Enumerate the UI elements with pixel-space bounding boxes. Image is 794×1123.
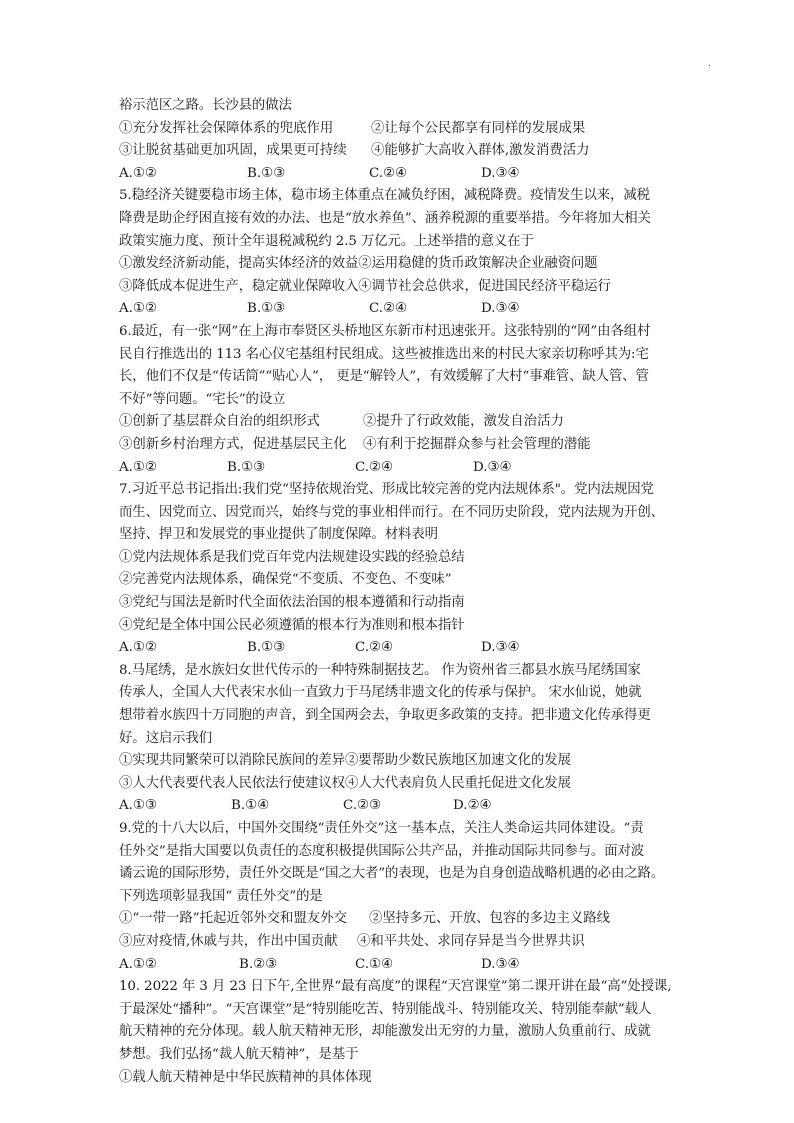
option: ②让每个公民都享有同样的发展成果 bbox=[371, 120, 586, 136]
option: ③降低成本促进生产，稳定就业保障收入④调节社会总供求，促进国民经济平稳运行 bbox=[119, 278, 611, 294]
text-line: 任外交”是指大国要以负责任的态度积极提供国际公共产品，并推动国际共同参与。面对波 bbox=[119, 843, 645, 859]
option-row bbox=[119, 931, 684, 954]
answer-d: D.③④ bbox=[481, 165, 520, 181]
text-line: 想带着水族四十万同胞的声音，到全国两会去，争取更多政策的支持。把非遗文化传承得更 bbox=[119, 708, 651, 724]
answer-c: C.②④ bbox=[355, 640, 394, 656]
answer-c: C.②③ bbox=[343, 798, 382, 814]
option: ①“一带一路”托起近邻外交和盟友外交 bbox=[119, 911, 347, 927]
text-line: 好。这启示我们 bbox=[119, 730, 213, 746]
answer-row bbox=[119, 954, 684, 977]
answer-b: B.①④ bbox=[231, 798, 270, 814]
option-row bbox=[119, 434, 684, 457]
answer-row bbox=[119, 795, 684, 818]
answer-a: A.①② bbox=[119, 165, 157, 181]
answer-c: C.②④ bbox=[369, 301, 408, 317]
answer-a: A.①③ bbox=[119, 798, 157, 814]
option: ③应对疫情,休戚与共，作出中国贡献 bbox=[119, 933, 338, 949]
answer-b: B.①③ bbox=[247, 640, 286, 656]
answer-a: A.①② bbox=[119, 301, 157, 317]
answer-row bbox=[119, 637, 684, 660]
question-stem: 5.稳经济关键要稳市场主体，稳市场主体重点在减负纾困，减税降费。疫情发生以来，减税 bbox=[119, 188, 650, 204]
option: ①党内法规体系是我们党百年党内法规建设实践的经验总结 bbox=[119, 549, 465, 565]
answer-row bbox=[119, 163, 684, 186]
answer-row bbox=[119, 298, 684, 321]
text-line: 政策实施力度、预计全年退税减税约 2.5 万亿元。上述举措的意义在于 bbox=[119, 233, 534, 249]
question-stem: 10. 2022 年 3 月 23 日下午,全世界“最有高度”的课程“天宫课堂”第二课开讲在最“高”处授课, bbox=[119, 979, 672, 995]
option: ①激发经济新动能，提高实体经济的效益②运用稳健的货币政策解决企业融资问题 bbox=[119, 256, 598, 272]
option: ④和平共处、求同存异是当今世界共识 bbox=[357, 933, 585, 949]
answer-row bbox=[119, 457, 684, 480]
option: ①创新了基层群众自治的组织形式 bbox=[119, 414, 320, 430]
option: ①实现共同繁荣可以消除民族间的差异②要帮助少数民族地区加速文化的发展 bbox=[119, 753, 571, 769]
text-line: 降费是助企纾困直接有效的办法、也是“放水养鱼”、涵养税源的重要举措。今年将加大相关 bbox=[119, 210, 651, 226]
option: ④有利于挖掘群众参与社会管理的潜能 bbox=[363, 436, 591, 452]
answer-d: D.③④ bbox=[481, 956, 520, 972]
option-row bbox=[119, 411, 684, 434]
text-line: 而生、因党而立、因党而兴，始终与党的事业相伴而行。在不同历史阶段，党内法规为开创、 bbox=[119, 504, 664, 520]
option: ②完善党内法规体系，确保党“不变质、不变色、不变味” bbox=[119, 572, 452, 588]
answer-a: A.①② bbox=[119, 640, 157, 656]
answer-c: C.②④ bbox=[369, 165, 408, 181]
answer-a: A.①② bbox=[119, 459, 157, 475]
header-mark: . bbox=[708, 58, 712, 69]
option: ②提升了行政效能，激发自治活力 bbox=[363, 414, 564, 430]
option-row bbox=[119, 118, 684, 141]
answer-a: A.①② bbox=[119, 956, 157, 972]
question-stem: 9.党的十八大以后，中国外交围绕“责任外交”这一基本点，关注人类命运共同体建设。“责 bbox=[119, 821, 644, 836]
text-line: 坚持、捍卫和发展党的事业提供了制度保障。材料表明 bbox=[119, 527, 438, 543]
answer-c: C.②④ bbox=[355, 459, 394, 475]
text-line: 传承人，全国人大代表宋水仙一直致力于马尾绣非遗文化的传承与保护。 宋水仙说，她就 bbox=[119, 685, 642, 701]
text-line: 不好”等问题。“宅长”的设立 bbox=[119, 391, 286, 407]
text-line: 谲云诡的国际形势，责任外交既是“国之大者”的表现，也是为自身创造战略机遇的必由之路。 bbox=[119, 866, 665, 882]
text-line: 于最深处“播种”。“天宫课堂”是“特别能吃苦、特别能战斗、特别能攻关、特别能奉献”载人 bbox=[119, 1001, 652, 1017]
option-row bbox=[119, 140, 684, 163]
option-row bbox=[119, 908, 684, 931]
text-line: 航天精神的充分体现。载人航天精神无形，却能激发出无穷的力量，激励人负重前行、成就 bbox=[119, 1024, 651, 1040]
answer-d: D.③④ bbox=[481, 640, 520, 656]
text-line: 梦想。我们弘扬“裁人航天精神”，是基于 bbox=[119, 1046, 359, 1062]
question-content bbox=[119, 95, 684, 1089]
text-line: 民自行推选出的 113 名心仪宅基组村民组成。这些被推选出来的村民大家亲切称呼其为:宅 bbox=[119, 346, 649, 362]
option: ④能够扩大高收入群体,激发消费活力 bbox=[371, 143, 590, 159]
answer-b: B.②③ bbox=[239, 956, 278, 972]
answer-d: D.③④ bbox=[473, 459, 512, 475]
option: ③创新乡村治理方式，促进基层民主化 bbox=[119, 436, 347, 452]
answer-d: D.②④ bbox=[453, 798, 492, 814]
option: ③让脱贫基础更加巩固，成果更可持续 bbox=[119, 143, 347, 159]
question-stem: 8.马尾绣，是水族妇女世代传示的一种特殊制据技艺。 作为资州省三都县水族马尾绣国家 bbox=[119, 662, 641, 678]
question-stem: 6.最近，有一张“网”在上海市奉贤区头桥地区东新市村迅速张开。这张特别的“网”由各组村 bbox=[119, 323, 651, 339]
answer-b: B.①③ bbox=[247, 301, 286, 317]
text-line: 长，他们不仅是“传话筒”“贴心人”， 更是“解铃人”，有效缓解了大村“事难管、缺人管、管 bbox=[119, 369, 649, 385]
text-line: 下列选项彰显我国“ 责任外交”的是 bbox=[119, 888, 323, 904]
text-line: 裕示范区之路。长沙县的做法 bbox=[119, 98, 292, 113]
option: ②坚持多元、开放、包容的多边主义路线 bbox=[369, 911, 611, 927]
option: ③党纪与国法是新时代全面依法治国的根本遵循和行动指南 bbox=[119, 595, 465, 611]
answer-c: C.①④ bbox=[355, 956, 394, 972]
option: ①充分发挥社会保障体系的兜底作用 bbox=[119, 120, 334, 136]
option: ①载人航天精神是中华民族精神的具体体现 bbox=[119, 1069, 372, 1085]
question-stem: 7.习近平总书记指出:我们党“坚持依规治党、形成比较完善的党内法规体系"。党内法规因党 bbox=[119, 482, 654, 498]
answer-b: B.①③ bbox=[247, 165, 286, 181]
answer-b: B.①③ bbox=[227, 459, 266, 475]
option: ③人大代表要代表人民依法行使建议权④人大代表肩负人民重托促进文化发展 bbox=[119, 775, 571, 791]
option: ④党纪是全体中国公民必须遵循的根本行为准则和根本指针 bbox=[119, 617, 465, 633]
answer-d: D.③④ bbox=[481, 301, 520, 317]
